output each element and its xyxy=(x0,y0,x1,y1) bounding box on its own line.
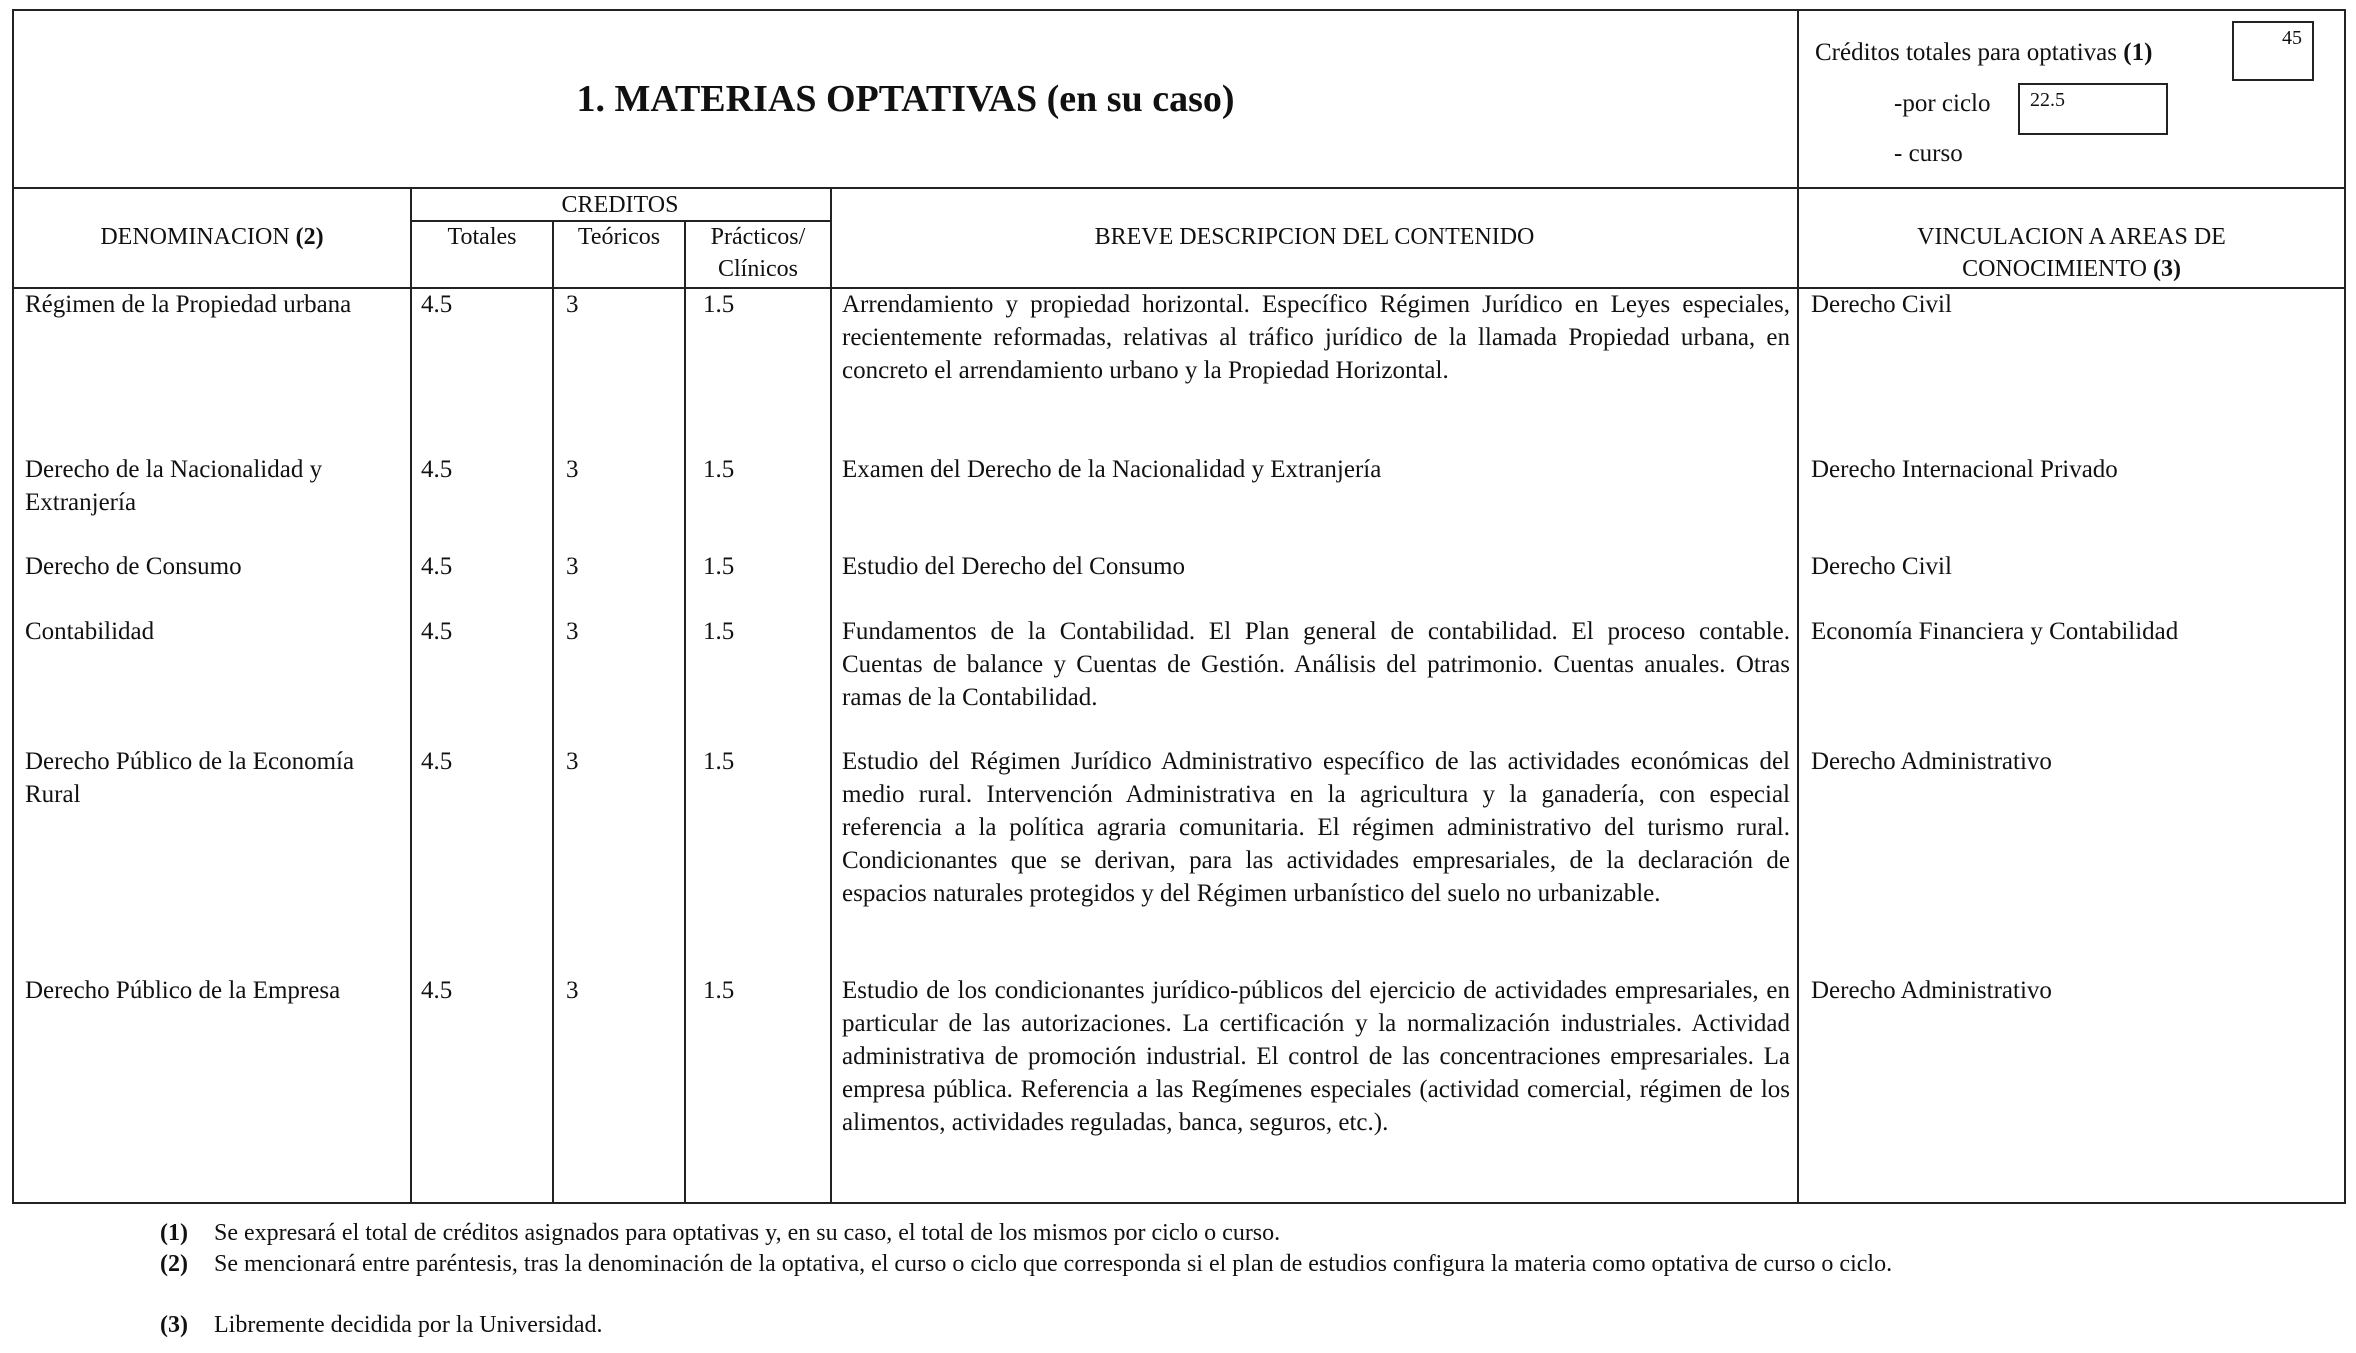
footnote xyxy=(160,1218,2260,1248)
header-section xyxy=(12,9,2346,189)
total-credits-label xyxy=(1815,39,2152,67)
col-divider xyxy=(684,220,686,1202)
col-header-vinculacion-text: CONOCIMIENTO xyxy=(1962,256,2147,282)
total-credits-text: Créditos totales para optativas xyxy=(1815,39,2118,66)
row-teoricos: 3 xyxy=(566,456,579,483)
row-teoricos: 3 xyxy=(566,618,579,645)
row-area: Economía Financiera y Contabilidad xyxy=(1811,618,2179,645)
footnote-text: Libremente decidida por la Universidad. xyxy=(214,1312,603,1338)
total-credits-box xyxy=(2232,21,2314,81)
col-header-creditos: CREDITOS xyxy=(561,192,679,218)
col-header-vinculacion-line1: VINCULACION A AREAS DE xyxy=(1917,224,2226,250)
row-totales: 4.5 xyxy=(421,977,453,1004)
col-header-denominacion xyxy=(14,221,410,253)
row-totales: 4.5 xyxy=(421,748,453,775)
row-area: Derecho Administrativo xyxy=(1811,977,2052,1004)
row-practicos: 1.5 xyxy=(703,456,735,483)
row-description: Examen del Derecho de la Nacionalidad y Extranjería xyxy=(842,456,1382,483)
row-totales: 4.5 xyxy=(421,553,453,580)
optativas-table xyxy=(12,187,2346,1204)
col-header-descripcion: BREVE DESCRIPCION DEL CONTENIDO xyxy=(1094,224,1535,250)
col-header-practicos xyxy=(686,221,830,285)
ciclo-value: 22.5 xyxy=(2030,89,2065,111)
col-header-vinculacion xyxy=(1799,221,2344,285)
row-totales: 4.5 xyxy=(421,618,453,645)
row-totales: 4.5 xyxy=(421,291,453,318)
row-practicos: 1.5 xyxy=(703,618,735,645)
total-credits-ref: (1) xyxy=(2123,39,2153,66)
row-name: Régimen de la Propiedad urbana xyxy=(25,291,352,318)
footnote xyxy=(160,1249,2260,1309)
footnote-text: Se mencionará entre paréntesis, tras la denominación de la optativa, el curso o ciclo que corresponda si el plan de estudios configura la materia como optativa de curso o ciclo. xyxy=(214,1251,1893,1277)
row-teoricos: 3 xyxy=(566,553,579,580)
col-header-denominacion-text: DENOMINACION xyxy=(100,224,290,250)
row-area: Derecho Civil xyxy=(1811,553,1952,580)
row-teoricos: 3 xyxy=(566,748,579,775)
row-name: Derecho de Consumo xyxy=(25,553,242,580)
row-area: Derecho Civil xyxy=(1811,291,1952,318)
col-header-practicos-line1: Prácticos/ xyxy=(710,224,806,250)
row-area: Derecho Administrativo xyxy=(1811,748,2052,775)
document-page xyxy=(12,9,2346,1204)
col-header-vinculacion-line2 xyxy=(1799,253,2344,285)
col-header-practicos-line2: Clínicos xyxy=(717,256,798,282)
row-practicos: 1.5 xyxy=(703,291,735,318)
row-name: Derecho de la Nacionalidad y Extranjería xyxy=(25,456,323,516)
row-practicos: 1.5 xyxy=(703,748,735,775)
col-divider xyxy=(1797,189,1799,1202)
col-header-vinculacion-ref: (3) xyxy=(2152,256,2181,282)
footnote-number: (2) xyxy=(160,1251,188,1277)
footnote-number: (3) xyxy=(160,1312,188,1338)
header-divider xyxy=(1797,11,1799,187)
ciclo-label: -por ciclo xyxy=(1894,90,1991,117)
row-name: Derecho Público de la Empresa xyxy=(25,977,341,1004)
col-header-totales: Totales xyxy=(447,224,517,250)
row-totales: 4.5 xyxy=(421,456,453,483)
footnote-number: (1) xyxy=(160,1220,188,1246)
total-credits-value: 45 xyxy=(2282,27,2302,49)
col-divider xyxy=(410,189,412,1202)
col-divider xyxy=(552,220,554,1202)
row-teoricos: 3 xyxy=(566,291,579,318)
row-name: Derecho Público de la Economía Rural xyxy=(25,748,355,808)
col-header-teoricos: Teóricos xyxy=(577,224,661,250)
curso-label: - curso xyxy=(1894,140,1963,167)
row-teoricos: 3 xyxy=(566,977,579,1004)
row-description: Estudio del Régimen Jurídico Administrativo específico de las actividades económicas del medio rural. Intervención Administrativa en la agricultura y la ganadería, con especial referencia a la política agraria comunitaria. El régimen administrativo del turismo rural. Condicionantes que se derivan, para las actividades empresariales, de la declaración de espacios naturales protegidos y del Régimen urbanístico del suelo no urbanizable. xyxy=(842,748,1790,907)
row-name: Contabilidad xyxy=(25,618,155,645)
row-description: Estudio de los condicionantes jurídico-públicos del ejercicio de actividades empresariales, en particular de las autorizaciones. La certificación y la normalización industriales. Actividad administrativa de promoción industrial. El control de las concentraciones empresariales. La empresa pública. Referencia a las Regímenes especiales (actividad comercial, régimen de los alimentos, actividades reguladas, banca, seguros, etc.). xyxy=(842,977,1790,1136)
row-area: Derecho Internacional Privado xyxy=(1811,456,2118,483)
footnote-text: Se expresará el total de créditos asignados para optativas y, en su caso, el total de los mismos por ciclo o curso. xyxy=(214,1220,1281,1246)
ciclo-box xyxy=(2018,83,2168,135)
col-header-denominacion-ref: (2) xyxy=(295,224,324,250)
row-practicos: 1.5 xyxy=(703,977,735,1004)
col-divider xyxy=(830,189,832,1202)
page-title: 1. MATERIAS OPTATIVAS (en su caso) xyxy=(576,78,1235,120)
row-description: Arrendamiento y propiedad horizontal. Específico Régimen Jurídico en Leyes especiales, recientemente reformadas, relativas al tráfico jurídico de la llamada Propiedad urbana, en concreto el arrendamiento urbano y la Propiedad Horizontal. xyxy=(842,291,1790,384)
row-description: Fundamentos de la Contabilidad. El Plan general de contabilidad. El proceso contable. Cuentas de balance y Cuentas de Gestión. Análisis del patrimonio. Cuentas anuales. Otras ramas de la Contabilidad. xyxy=(842,618,1790,711)
footnote xyxy=(160,1310,2260,1340)
row-description: Estudio del Derecho del Consumo xyxy=(842,553,1185,580)
row-practicos: 1.5 xyxy=(703,553,735,580)
